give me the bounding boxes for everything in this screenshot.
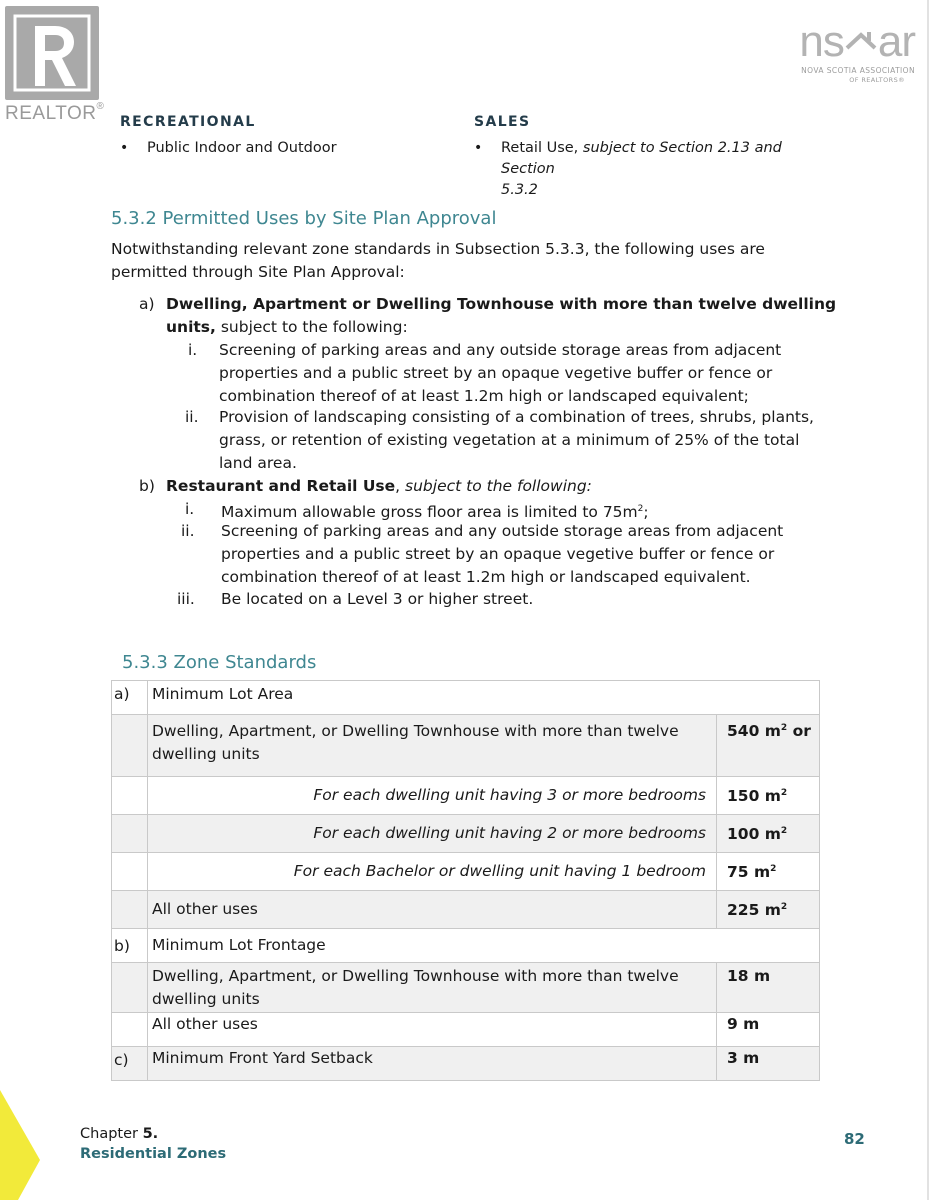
- item-b-marker: b): [139, 477, 155, 495]
- row-label: For each dwelling unit having 2 or more bedrooms: [148, 815, 717, 853]
- row-value: 3 m: [717, 1047, 820, 1081]
- table-row: [112, 1013, 820, 1047]
- yellow-accent-shape: [0, 1090, 40, 1200]
- row-value: 9 m: [717, 1013, 820, 1047]
- zone-standards-table: [111, 680, 820, 1081]
- row-label: Minimum Lot Frontage: [148, 929, 820, 963]
- item-a-ii-text: Provision of landscaping consisting of a combination of trees, shrubs, plants, grass, or retention of existing vegetation at a minimum of 25% of the total land area.: [219, 408, 814, 472]
- row-value: 18 m: [717, 963, 820, 1013]
- realtor-wordmark: REALTOR®: [5, 101, 105, 124]
- item-a-text: Dwelling, Apartment or Dwelling Townhouse with more than twelve dwelling units, subject to the following:: [166, 295, 837, 336]
- row-value: 150 $m^2$: [717, 777, 820, 815]
- row-label: Minimum Front Yard Setback: [148, 1047, 717, 1081]
- row-label: All other uses: [148, 1013, 717, 1047]
- row-marker: a): [112, 681, 148, 715]
- item-a-i-marker: i.: [188, 341, 198, 359]
- table-row: [112, 963, 820, 1013]
- item-b-iii-text: Be located on a Level 3 or higher street.: [221, 590, 534, 608]
- realtor-logo: [5, 6, 111, 126]
- item-a-marker: a): [139, 295, 155, 313]
- item-b-i-marker: i.: [185, 500, 195, 518]
- section-532-title: 5.3.2 Permitted Uses by Site Plan Approval: [111, 208, 497, 229]
- nsar-subtitle-1: NOVA SCOTIA ASSOCIATION: [801, 66, 915, 75]
- item-b-ii-marker: ii.: [181, 522, 195, 540]
- table-row: [112, 891, 820, 929]
- recreational-heading: RECREATIONAL: [120, 114, 256, 130]
- sales-heading: SALES: [474, 114, 531, 130]
- row-value: 100 $m^2$: [717, 815, 820, 853]
- row-label: For each Bachelor or dwelling unit having 1 bedroom: [148, 853, 717, 891]
- row-value: 540 $m^2$ or: [717, 715, 820, 777]
- house-roof-icon: [844, 20, 878, 50]
- table-row: [112, 815, 820, 853]
- table-row: [112, 777, 820, 815]
- row-label: All other uses: [148, 891, 717, 929]
- footer-chapter: Chapter 5.: [80, 1126, 159, 1142]
- page-number: 82: [844, 1130, 865, 1148]
- row-label: For each dwelling unit having 3 or more bedrooms: [148, 777, 717, 815]
- footer-chapter-title: Residential Zones: [80, 1146, 227, 1162]
- table-row: [112, 681, 820, 715]
- realtor-r-icon: [5, 6, 99, 100]
- row-label: Dwelling, Apartment, or Dwelling Townhouse with more than twelve dwelling units: [148, 715, 717, 777]
- nsar-logo: ns ar NOVA SCOTIA ASSOCIATION OF REALTORS®: [775, 20, 915, 90]
- section-533-title: 5.3.3 Zone Standards: [122, 652, 317, 673]
- item-a-ii-marker: ii.: [185, 408, 199, 426]
- row-value: 225 $m^2$: [717, 891, 820, 929]
- item-b-iii-marker: iii.: [177, 590, 195, 608]
- row-marker: b): [112, 929, 148, 963]
- table-row: [112, 1047, 820, 1081]
- table-row: [112, 853, 820, 891]
- item-b-i-text: Maximum allowable gross floor area is limited to $75m^2$;: [221, 503, 649, 522]
- row-marker: c): [112, 1047, 148, 1081]
- item-b-text: Restaurant and Retail Use, subject to the following:: [166, 477, 592, 495]
- item-a-i-text: Screening of parking areas and any outside storage areas from adjacent properties and a public street by an opaque vegetive buffer or fence or combination thereof of at least 1.2m high or landscaped equivalent;: [219, 341, 782, 405]
- table-row: [112, 715, 820, 777]
- section-532-intro: Notwithstanding relevant zone standards in Subsection 5.3.3, the following uses are permitted through Site Plan Approval:: [111, 240, 765, 281]
- row-value: 75 $m^2$: [717, 853, 820, 891]
- table-row: [112, 929, 820, 963]
- nsar-subtitle-2: OF REALTORS®: [849, 76, 905, 84]
- row-label: Minimum Lot Area: [148, 681, 820, 715]
- item-b-ii-text: Screening of parking areas and any outside storage areas from adjacent properties and a public street by an opaque vegetive buffer or fence or combination thereof of at least 1.2m high or landscaped equivalent.: [221, 522, 784, 586]
- row-label: Dwelling, Apartment, or Dwelling Townhouse with more than twelve dwelling units: [148, 963, 717, 1013]
